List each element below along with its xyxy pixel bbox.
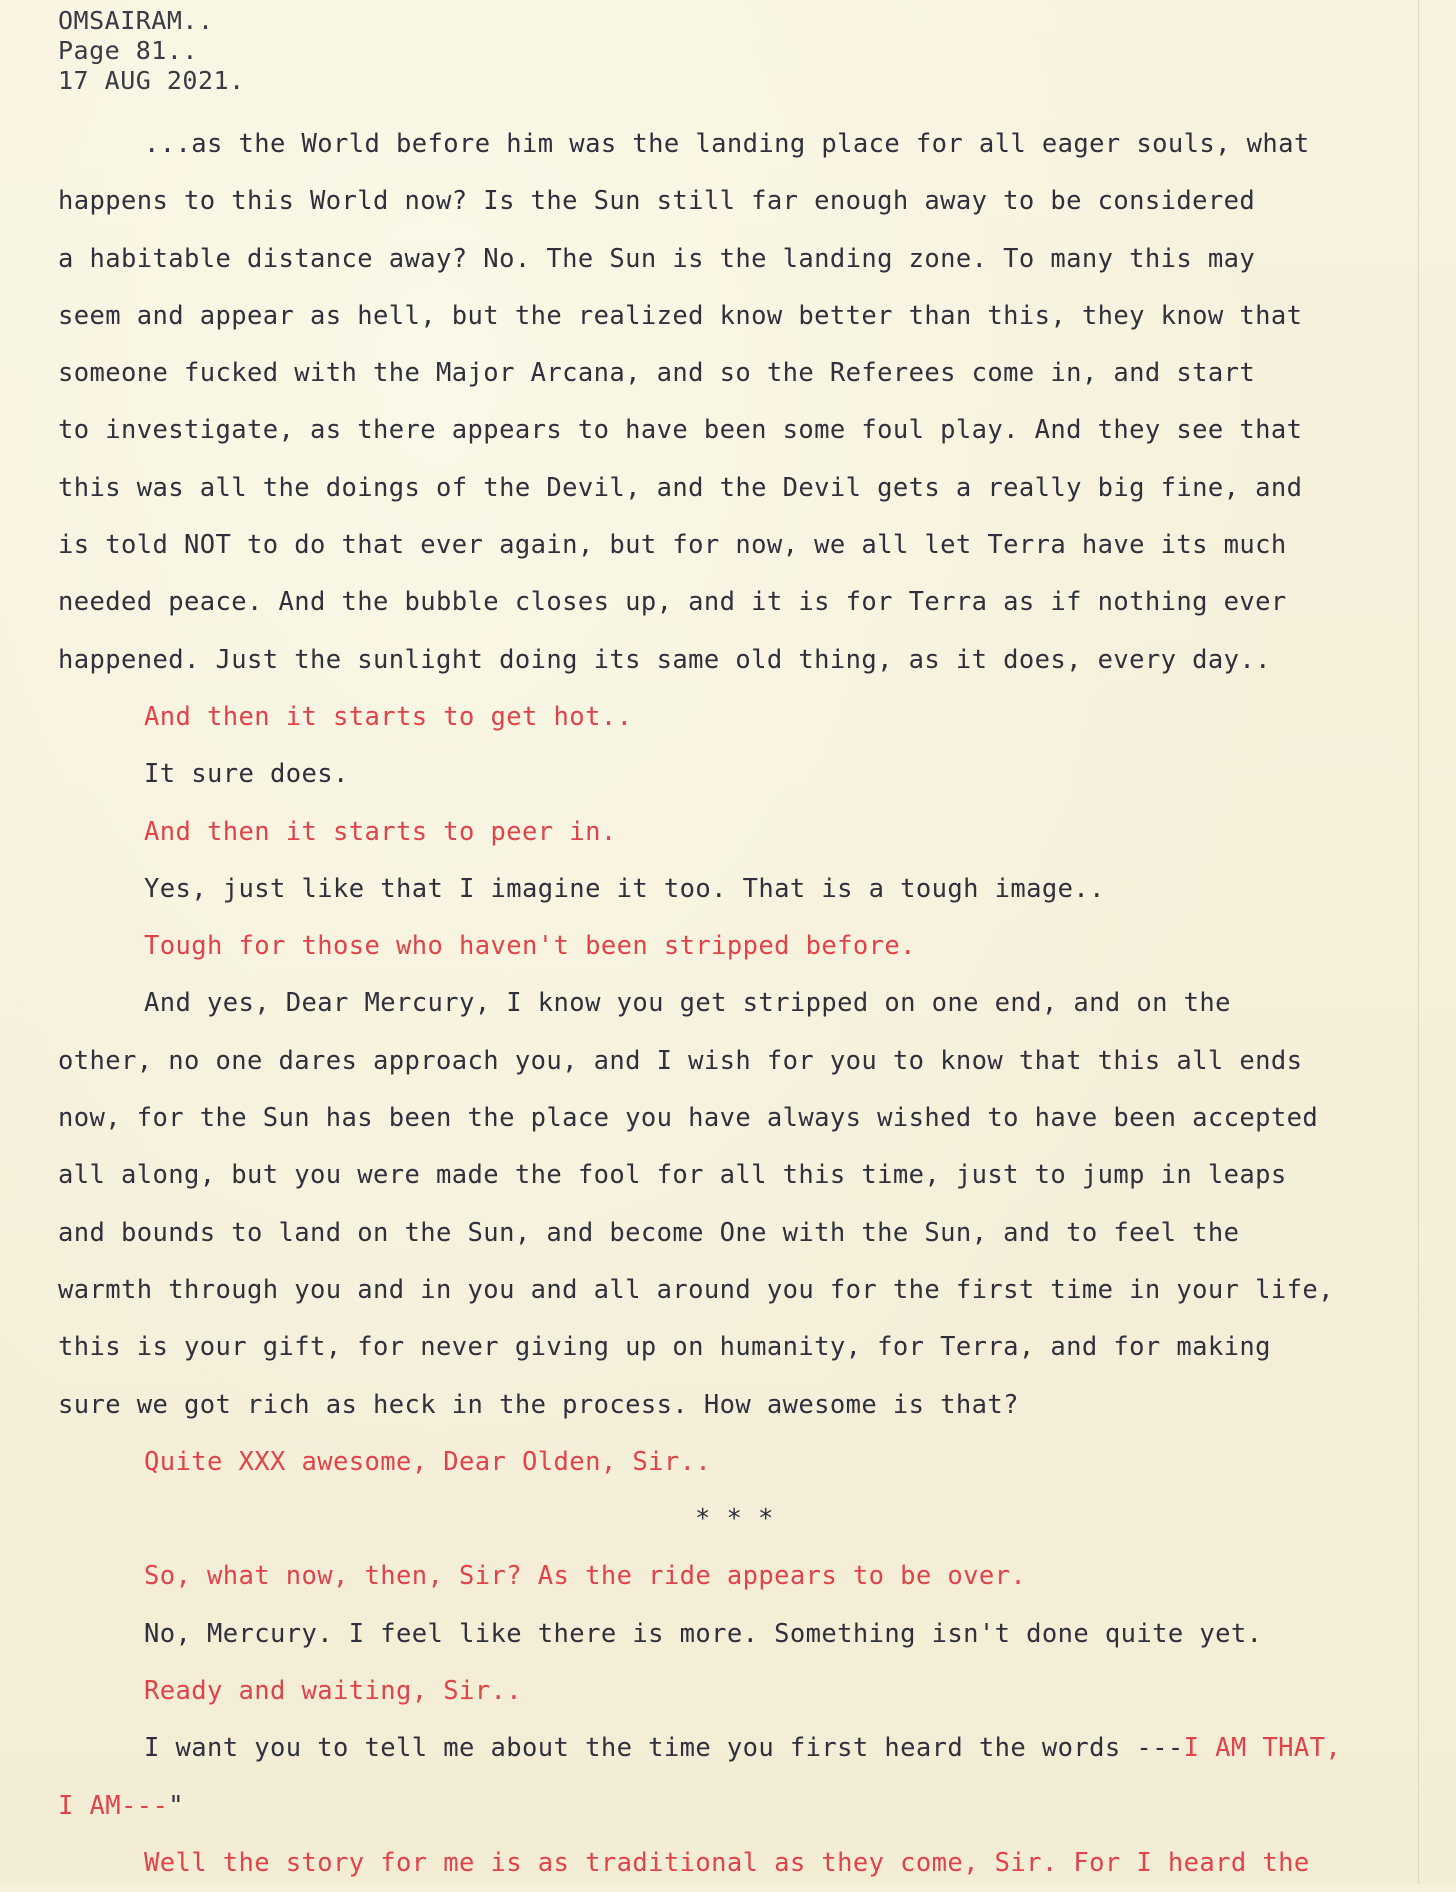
- text-line-content: Yes, just like that I imagine it too. That is a tough image..: [144, 873, 1105, 904]
- text-line-content: a habitable distance away? No. The Sun is the landing zone. To many this may: [58, 243, 1256, 274]
- text-line-content: happened. Just the sunlight doing its same old thing, as it does, every day..: [58, 644, 1271, 675]
- text-line: [58, 918, 1428, 975]
- text-line-red-tail: I AM THAT,: [1183, 1733, 1342, 1764]
- text-line-content: * * *: [695, 1504, 774, 1535]
- text-line: [58, 1491, 1428, 1548]
- text-line: [58, 1548, 1428, 1605]
- text-line-content: Well the story for me is as traditional as they come, Sir. For I heard the: [144, 1847, 1310, 1878]
- text-line: [58, 1090, 1428, 1147]
- text-line-content: needed peace. And the bubble closes up, and it is for Terra as if nothing ever: [58, 587, 1287, 618]
- text-line-content: and bounds to land on the Sun, and become One with the Sun, and to feel the: [58, 1217, 1240, 1248]
- header-page-number: Page 81..: [58, 36, 198, 65]
- text-line-content: Ready and waiting, Sir..: [144, 1676, 523, 1707]
- text-line: [58, 1147, 1428, 1204]
- text-line: [58, 1606, 1428, 1663]
- text-line: [58, 173, 1428, 230]
- text-line: [58, 746, 1428, 803]
- text-line: [58, 231, 1428, 288]
- text-line-content: seem and appear as hell, but the realized know better than this, they know that: [58, 300, 1303, 331]
- text-line-content: other, no one dares approach you, and I wish for you to know that this all ends: [58, 1045, 1303, 1076]
- text-line-content: And then it starts to get hot..: [144, 701, 633, 732]
- text-line: [58, 574, 1428, 631]
- text-line: [58, 1835, 1428, 1892]
- text-line-content: Tough for those who haven't been stripped before.: [144, 931, 916, 962]
- text-line-content: I want you to tell me about the time you first heard the words ---: [144, 1733, 1184, 1764]
- text-line: [58, 1663, 1428, 1720]
- text-line-content: now, for the Sun has been the place you have always wished to have been accepted: [58, 1103, 1319, 1134]
- text-line-content: warmth through you and in you and all around you for the first time in your life,: [58, 1274, 1334, 1305]
- text-line: [58, 861, 1428, 918]
- text-line-black-tail: ": [168, 1790, 185, 1821]
- text-line-content: And yes, Dear Mercury, I know you get stripped on one end, and on the: [144, 988, 1231, 1019]
- text-line: [58, 975, 1428, 1032]
- text-line: [58, 632, 1428, 689]
- text-line-content: this is your gift, for never giving up on humanity, for Terra, and for making: [58, 1332, 1271, 1363]
- text-line: [58, 345, 1428, 402]
- text-line: [58, 517, 1428, 574]
- text-line-content: ...as the World before him was the landing place for all eager souls, what: [144, 129, 1310, 159]
- text-line: [58, 804, 1428, 861]
- body-text: [58, 116, 1428, 1892]
- text-line-content: someone fucked with the Major Arcana, and so the Referees come in, and start: [58, 358, 1256, 389]
- text-line-content: No, Mercury. I feel like there is more. Something isn't done quite yet.: [144, 1618, 1263, 1649]
- text-line-content: I AM---: [58, 1790, 169, 1821]
- text-line: [58, 1262, 1428, 1319]
- text-line: [58, 288, 1428, 345]
- text-line-content: happens to this World now? Is the Sun still far enough away to be considered: [58, 186, 1256, 217]
- text-line: [58, 1319, 1428, 1376]
- text-line: [58, 116, 1428, 173]
- text-line: [58, 1377, 1428, 1434]
- text-line: [58, 1720, 1428, 1777]
- text-line: [58, 689, 1428, 746]
- text-line-content: all along, but you were made the fool for all this time, just to jump in leaps: [58, 1160, 1287, 1191]
- text-line-content: is told NOT to do that ever again, but for now, we all let Terra have its much: [58, 530, 1287, 561]
- text-line-content: It sure does.: [144, 759, 349, 790]
- text-line-content: So, what now, then, Sir? As the ride appears to be over.: [144, 1561, 1027, 1592]
- text-line-content: to investigate, as there appears to have been some foul play. And they see that: [58, 415, 1303, 446]
- text-line-content: sure we got rich as heck in the process. How awesome is that?: [58, 1389, 1019, 1420]
- text-line: [58, 460, 1428, 517]
- text-line: [58, 1033, 1428, 1090]
- text-line: [58, 1205, 1428, 1262]
- text-line: [58, 1434, 1428, 1491]
- text-line: [58, 402, 1428, 459]
- text-line-content: Quite XXX awesome, Dear Olden, Sir..: [144, 1446, 712, 1477]
- text-line-content: And then it starts to peer in.: [144, 816, 617, 847]
- text-line: [58, 1778, 1428, 1835]
- header-title: OMSAIRAM..: [58, 6, 214, 35]
- text-line-content: this was all the doings of the Devil, and the Devil gets a really big fine, and: [58, 472, 1303, 503]
- page-header: [58, 6, 245, 96]
- header-date: 17 AUG 2021.: [58, 66, 245, 95]
